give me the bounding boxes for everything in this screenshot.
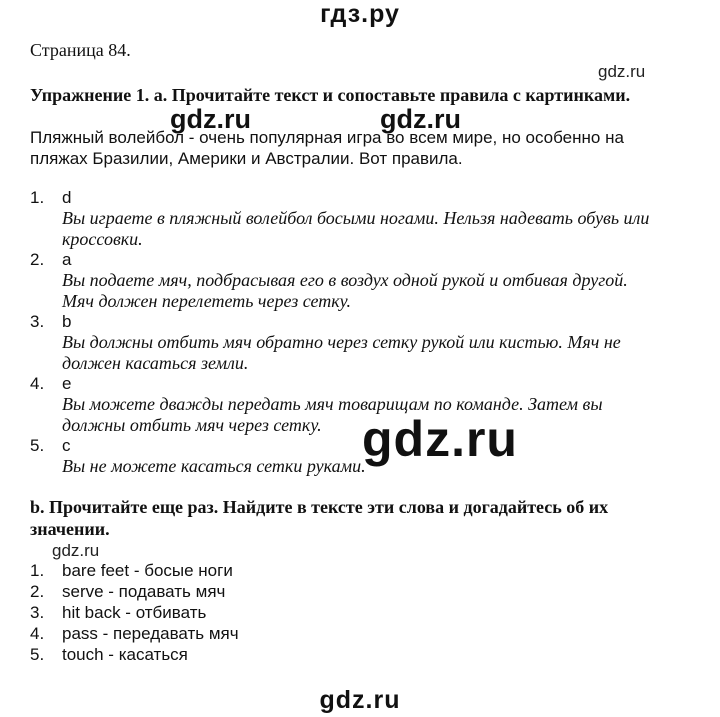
item-translation-line1: Вы должны отбить мяч обратно через сетку рукой или кистью. Мяч не <box>62 332 621 352</box>
vocab-number: 4. <box>30 624 45 643</box>
watermark-left: gdz.ru <box>170 104 251 134</box>
vocab-number: 1. <box>30 561 45 580</box>
watermark-vocab: gdz.ru <box>52 541 100 560</box>
item-answer: d <box>62 188 72 207</box>
exercise-a-heading: Упражнение 1. а. Прочитайте текст и сопоставьте правила с картинками. <box>30 85 631 105</box>
item-number: 5. <box>30 436 45 455</box>
vocab-item: serve - подавать мяч <box>62 582 226 601</box>
item-translation-line1: Вы можете дважды передать мяч товарищам по команде. Затем вы <box>62 394 603 414</box>
vocab-item: hit back - отбивать <box>62 603 207 622</box>
vocab-item: pass - передавать мяч <box>62 624 239 643</box>
item-answer: a <box>62 250 72 269</box>
watermark-top-right: gdz.ru <box>598 62 646 81</box>
exercise-b-heading-line2: значении. <box>30 519 110 539</box>
item-translation-line1: Вы не можете касаться сетки руками. <box>62 456 366 476</box>
vocab-number: 5. <box>30 645 45 664</box>
item-translation-line2: должен касаться земли. <box>62 353 249 373</box>
item-number: 3. <box>30 312 45 331</box>
vocab-item: bare feet - босые ноги <box>62 561 233 580</box>
item-translation-line2: кроссовки. <box>62 229 143 249</box>
item-number: 1. <box>30 188 45 207</box>
item-translation-line2: должны отбить мяч через сетку. <box>62 415 322 435</box>
site-header: гдз.ру <box>320 0 400 28</box>
vocab-number: 3. <box>30 603 45 622</box>
item-answer: e <box>62 374 72 393</box>
vocab-number: 2. <box>30 582 45 601</box>
page-label: Страница 84. <box>30 40 131 60</box>
site-footer: gdz.ru <box>319 686 401 714</box>
item-number: 2. <box>30 250 45 269</box>
item-answer: c <box>62 436 71 455</box>
watermark-large: gdz.ru <box>362 411 518 467</box>
item-translation-line1: Вы подаете мяч, подбрасывая его в воздух одной рукой и отбивая другой. <box>62 270 628 290</box>
watermark-center: gdz.ru <box>380 104 461 134</box>
item-translation-line2: Мяч должен перелететь через сетку. <box>62 291 352 311</box>
exercise-b-heading-line1: b. Прочитайте еще раз. Найдите в тексте эти слова и догадайтесь об их <box>30 497 609 517</box>
item-translation-line1: Вы играете в пляжный волейбол босыми ногами. Нельзя надевать обувь или <box>62 208 650 228</box>
item-number: 4. <box>30 374 45 393</box>
intro-line-1: Пляжный волейбол - очень популярная игра во всем мире, но особенно на <box>30 128 624 147</box>
intro-line-2: пляжах Бразилии, Америки и Австралии. Вот правила. <box>30 149 463 168</box>
vocab-item: touch - касаться <box>62 645 188 664</box>
item-answer: b <box>62 312 72 331</box>
